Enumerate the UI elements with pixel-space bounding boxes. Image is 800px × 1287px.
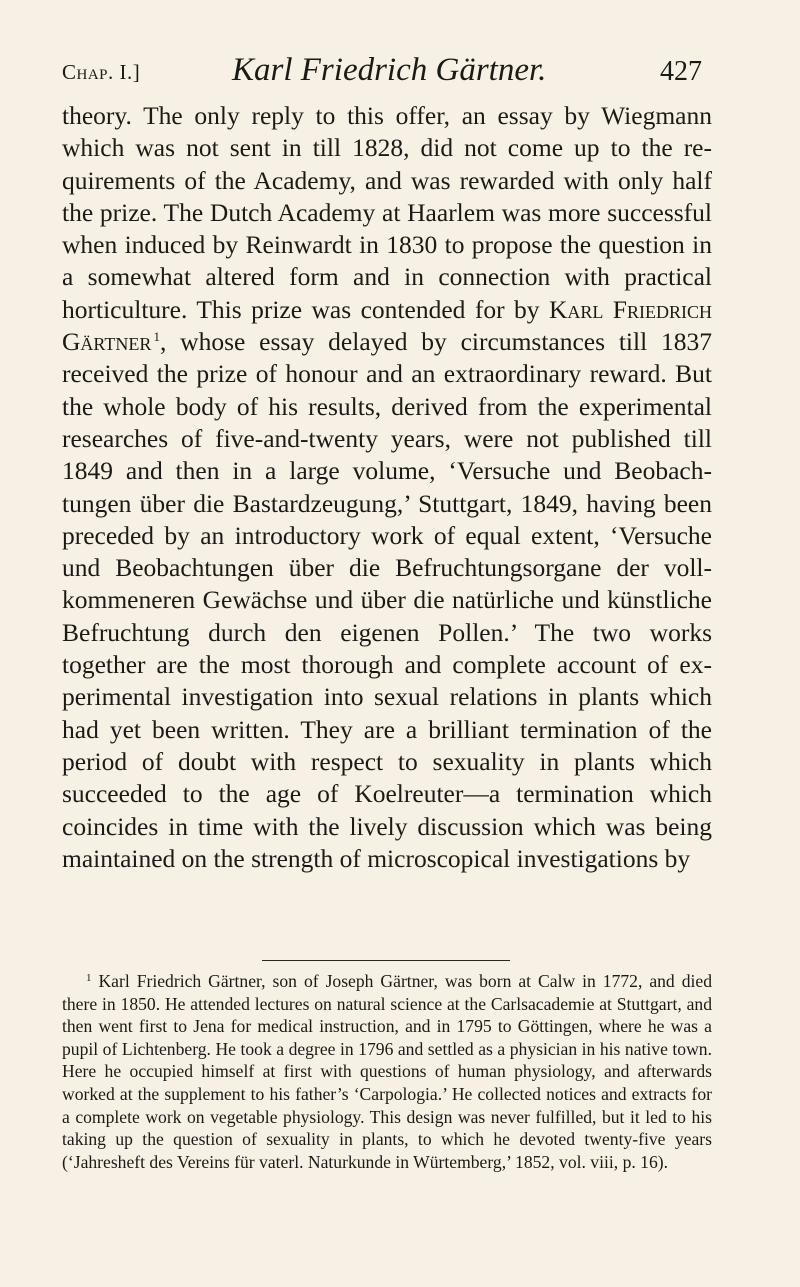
running-title: Karl Friedrich Gärtner. (232, 52, 547, 88)
person-name: Karl Friedrich Gärtner (62, 294, 712, 357)
page-number: 427 (660, 56, 702, 87)
footnote-text: Karl Friedrich Gärtner, son of Joseph Gärtner, was born at Calw in 1772, and died there in 1850. He attended lectures on natural science at the Carlsacademie at Stuttgart, and then went first to Jena for medical instruction, and in 1795 to Göttingen, where he was a pupil of Lichtenberg. He took a degree in 1796 and settled as a physician in his native town. Here he occupied himself at first with questions of human physiology, and afterwards worked at the supplement to his father’s ‘Carpologia.’ He collected notices and extracts for a complete work on vegetable physiology. This design was never fulfilled, but it led to his taking up the question of sexuality in plants, to which he devoted twenty-five years (‘Jahresheft des Vereins für vaterl. Naturkunde in Würtemberg,’ 1852, vol. viii, p. 16). (62, 971, 712, 1172)
footnote-reference: 1 (153, 329, 160, 345)
footnote (62, 970, 712, 1173)
footnote-marker: 1 (86, 972, 92, 984)
running-head (62, 48, 702, 88)
chapter-label: Chap. I.] (62, 60, 141, 84)
body-text-part-2: , whose essay delayed by circumstances till 1837 received the prize of honour and an extraordinary reward. But the whole body of his results, derived from the experimental researches of five-and-twenty years, were not published till 1849 and then in a large volume, ‘Versuche und Beobachtungen über die Bastardzeugung,’ Stuttgart, 1849, having been preceded by an introductory work of equal extent, ‘Versuche und Beobachtungen über die Befruchtungsorgane der vollkommeneren Gewächse und über die natürliche und künstliche Befruchtung durch den eigenen Pollen.’ The two works together are the most thorough and complete account of experimental investigation into sexual relations in plants which had yet been written. They are a brilliant termination of the period of doubt with respect to sexuality in plants which succeeded to the age of Koelreuter—a termination which coincides in time with the lively discussion which was being maintained on the strength of microscopical investigations by (62, 327, 712, 873)
footnote-divider (262, 960, 510, 961)
body-paragraph (62, 100, 712, 875)
body-text-part-1: theory. The only reply to this offer, an essay by Wiegmann which was not sent in till 1828, did not come up to the requirements of the Academy, and was rewarded with only half the prize. The Dutch Academy at Haarlem was more successful when induced by Reinwardt in 1830 to propose the question in a somewhat altered form and in connection with practical horticulture. This prize was contended for by (62, 101, 712, 324)
